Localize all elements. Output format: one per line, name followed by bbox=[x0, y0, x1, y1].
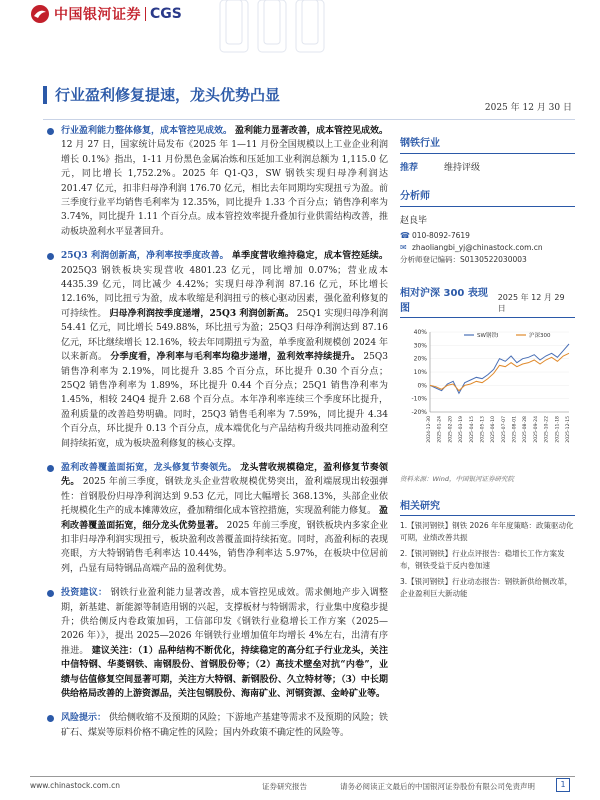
rating-row bbox=[400, 160, 575, 173]
paragraph-emphasis: 盈利改善覆盖面拓宽，细分龙头优势显著。 bbox=[61, 506, 388, 531]
paragraph-emphasis: 归母净利润按季度递增，25Q3 利润创新高。 bbox=[109, 308, 294, 319]
paragraph-emphasis: 建议关注：（1）品种结构不断优化，持续稳定的高分红子行业龙头，关注中信特钢、华菱钢铁、南钢股份、首钢股份等；（2）高技术壁垒对抗“内卷”，业绩与估值修复空间显著可期，关注方大特钢、新钢股份、久立特材等；（3）中长期供给格局改善的上游资源品，关注包钢股份、海南矿业、河钢资源、金岭矿业等。 bbox=[61, 645, 388, 700]
page-number: 1 bbox=[556, 778, 570, 792]
related-research-item[interactable]: 3.【银河钢铁】行业动态报告：钢铁新供给侧改革，企业盈利巨大新动能 bbox=[400, 577, 573, 598]
related-research-item[interactable]: 1.【银河钢铁】钢铁 2026 年年度策略：政策驱动化可期，业绩改善共振 bbox=[400, 521, 574, 542]
phone-text: 010-8092-7619 bbox=[412, 231, 470, 240]
paragraph-emphasis: 龙头营收规模稳定，盈利修复节奏领先。 bbox=[61, 462, 388, 488]
x-tick-label: 2025-03-19 bbox=[459, 416, 465, 443]
chart-title: 相对沪深 300 表现图 bbox=[400, 288, 488, 314]
brand-separator bbox=[145, 7, 146, 21]
paragraph-heading: 25Q3 利润创新高，净利率按季度改善。 bbox=[61, 251, 229, 262]
x-tick-label: 2024-12-30 bbox=[427, 416, 432, 443]
paragraph-emphasis: 分季度看，净利率与毛利率均稳步递增，盈利效率持续提升。 bbox=[110, 352, 361, 363]
analyst-cert bbox=[400, 254, 575, 266]
analyst-name: 赵良毕 bbox=[400, 216, 428, 226]
y-tick-label: -10% bbox=[411, 395, 427, 403]
footer-divider bbox=[30, 776, 575, 777]
chart-date: 2025 年 12 月 29 日 bbox=[497, 293, 565, 313]
brand-name-en: CGS bbox=[150, 6, 182, 22]
summary-paragraph bbox=[43, 124, 388, 239]
analyst-phone bbox=[400, 230, 575, 242]
brand-logo bbox=[30, 4, 182, 24]
phone-icon: ☎ bbox=[400, 231, 410, 240]
brand-name-cn: 中国银河证券 bbox=[54, 7, 141, 23]
y-tick-label: 20% bbox=[413, 355, 427, 363]
paragraph-text: 12 月 27 日，国家统计局发布《2025 年 1—11 月份全国规模以上工业企业利润增长 0.1%》指出，1-11 月份黑色金属冶炼和压延加工业利润总额为 1,115.0 亿元，同比增长 1,752.2%。2025 年 Q1-Q3，SW 钢铁实现归母净利润达 201.47 亿元，扣非归母净利润 176.70 亿元，相比去年同期均实现扭亏为盈。前三季度行业平均销售毛利率为 12.35%，同比提升 1.33 个百分点；销售净利率为 3.74%，同比提升 1.11 个百分点。成本管控效率提升叠加行业供需结构改善，推动板块盈利水平显著回升。 bbox=[61, 140, 388, 237]
bullet-icon bbox=[47, 465, 54, 472]
y-tick-label: 30% bbox=[413, 342, 427, 350]
brand-mark-icon bbox=[30, 4, 50, 24]
series-line-steel bbox=[430, 344, 569, 393]
bullet-icon bbox=[47, 128, 54, 135]
y-tick-label: 40% bbox=[413, 329, 427, 336]
report-date: 2025 年 12 月 30 日 bbox=[484, 103, 572, 113]
risk-warning-paragraph bbox=[43, 711, 388, 740]
x-tick-label: 2025-01-24 bbox=[437, 416, 443, 443]
investment-advice-paragraph bbox=[43, 586, 388, 701]
paragraph-text: 2025 年前三季度，钢铁板块内多家企业扣非归母净利润实现扭亏，板块盈利改善覆盖面持续拓宽。同时，高盈利标的表现亮眼，方大特钢销售毛利率达 10.44%，销售净利率达 5.97%，在板块中位居前列，凸显有局特钢品高端产品的盈利优势。 bbox=[61, 520, 388, 574]
x-tick-label: 2025-10-22 bbox=[544, 416, 550, 443]
sidebar bbox=[400, 134, 575, 604]
paragraph-text: 供给侧收缩不及预期的风险；下游地产基建等需求不及预期的风险；铁矿石、煤炭等原料价格不确定性的风险；国内外政策不确定性的风险等。 bbox=[61, 713, 388, 738]
x-tick-label: 2025-09-24 bbox=[533, 416, 539, 443]
title-divider bbox=[43, 119, 575, 120]
footer-disclaimer: 请务必阅读正文最后的中国银河证券股份有限公司免责声明 bbox=[340, 782, 535, 791]
x-tick-label: 2025-04-15 bbox=[469, 416, 475, 443]
bullet-icon bbox=[47, 715, 54, 722]
related-research-item[interactable]: 2.【银河钢铁】行业点评报告：稳增长工作方案发布，钢铁受益于反内卷加速 bbox=[400, 549, 565, 570]
footer-website[interactable]: www.chinastock.com.cn bbox=[30, 781, 120, 790]
paragraph-text: 2025 年前三季度，钢铁龙头企业营收规模优势突出，盈利端展现出较强弹性：首钢股份归母净利润达到 9.53 亿元，同比大幅增长 368.13%，头部企业依托规模化生产的成本摊薄效应，叠加精细化成本管控措施，实现盈利能力修复。 bbox=[61, 477, 388, 517]
page-header bbox=[0, 0, 600, 40]
x-tick-label: 2025-12-15 bbox=[566, 416, 571, 443]
x-tick-label: 2025-11-18 bbox=[555, 416, 561, 443]
report-title: 行业盈利修复提速，龙头优势凸显 bbox=[55, 86, 281, 104]
y-tick-label: 0% bbox=[417, 382, 427, 390]
related-research-heading: 相关研究 bbox=[400, 497, 575, 516]
paragraph-heading: 投资建议： bbox=[61, 588, 108, 599]
paragraph-text: 25Q3 销售净利率为 2.19%，同比提升 3.85 个百分点，环比提升 0.30 个百分点；25Q2 销售净利率为 1.89%，环比提升 0.44 个百分点；25Q1 销售净利率为 1.45%，相较 24Q4 提升 2.68 个百分点。本年净利率连续三个季度环比提升，盈利质量的改善趋势明确。同时，25Q3 销售毛利率为 7.59%，同比提升 4.34 个百分点，环比提升 0.13 个百分点，成本端优化与产品结构升级共同推动盈利空间持续拓宽，成为板块盈利修复的核心支撑。 bbox=[61, 352, 388, 449]
analyst-email[interactable] bbox=[400, 242, 575, 254]
email-link[interactable]: zhaoliangbi_yj@chinastock.com.cn bbox=[412, 243, 543, 252]
paragraph-heading: 行业盈利能力整体修复，成本管控见成效。 bbox=[61, 126, 233, 136]
header-watermark-decoration bbox=[200, 0, 330, 60]
industry-heading: 钢铁行业 bbox=[400, 134, 575, 154]
paragraph-emphasis: 盈利能力显著改善，成本管控见成效。 bbox=[234, 126, 388, 136]
paragraph-text: 25Q1 实现归母净利润 54.41 亿元，同比增长 549.88%，环比扭亏为盈；25Q3 归母净利润达到 87.16 亿元，环比继续增长 12.16%，较去年同期扭亏为盈，单季度盈利规模创 2024 年以来新高。 bbox=[61, 308, 388, 363]
bullet-icon bbox=[47, 590, 54, 597]
title-accent-bar bbox=[43, 86, 47, 104]
cert-text: 分析师登记编码：S0130522030003 bbox=[400, 255, 527, 264]
x-tick-label: 2025-08-28 bbox=[523, 416, 529, 443]
x-tick-label: 2025-05-13 bbox=[480, 416, 486, 443]
y-tick-label: -20% bbox=[411, 409, 427, 416]
analyst-heading: 分析师 bbox=[400, 187, 575, 207]
chart-source: 资料来源：Wind，中国银河证券研究院 bbox=[400, 475, 514, 483]
paragraph-heading: 风险提示： bbox=[61, 713, 107, 724]
email-icon: ✉ bbox=[400, 243, 407, 252]
legend-label: SW钢铁Ⅰ bbox=[477, 333, 499, 339]
x-tick-label: 2025-07-07 bbox=[501, 416, 507, 443]
paragraph-heading: 盈利改善覆盖面拓宽，龙头修复节奏领先。 bbox=[61, 462, 237, 473]
relative-performance-chart bbox=[400, 322, 575, 472]
chart-header bbox=[400, 284, 575, 318]
summary-paragraph bbox=[43, 249, 388, 451]
summary-paragraph bbox=[43, 461, 388, 576]
y-tick-label: 10% bbox=[413, 369, 427, 376]
bullet-icon bbox=[47, 253, 54, 260]
rating-value: 维持评级 bbox=[444, 163, 481, 173]
rating-label: 推荐 bbox=[400, 163, 419, 173]
legend-label: 沪深300 bbox=[529, 333, 551, 339]
main-content bbox=[43, 124, 388, 750]
x-tick-label: 2025-06-10 bbox=[491, 416, 497, 443]
x-tick-label: 2025-08-01 bbox=[512, 416, 518, 443]
x-tick-label: 2025-02-20 bbox=[448, 416, 454, 443]
paragraph-text: 钢铁行业盈利能力显著改善，成本管控见成效。需求侧地产步入调整期，新基建、新能源等制造用钢的兴起，支撑板材与特钢需求，行业集中度稳步提升；供给侧反内卷政策加码，工信部印发《钢铁行业稳增长工作方案（2025—2026 年）》，提出 2025—2026 年钢铁行业增加值年均增长 4%左右，出清有序推进。 bbox=[61, 588, 388, 656]
footer-center-label: 证券研究报告 bbox=[262, 782, 307, 791]
paragraph-emphasis: 单季度营收维持稳定，成本管控延续。 bbox=[231, 251, 388, 262]
paragraph-text: 2025Q3 钢铁板块实现营收 4801.23 亿元，同比增加 0.07%；营业成本 4435.39 亿元，同比减少 4.42%；实现归母净利润 87.16 亿元，环比增长 12.16%，同比扭亏为盈，成本收缩是利润扭亏的核心驱动因素，强化盈利修复的可持续性。 bbox=[61, 265, 388, 319]
